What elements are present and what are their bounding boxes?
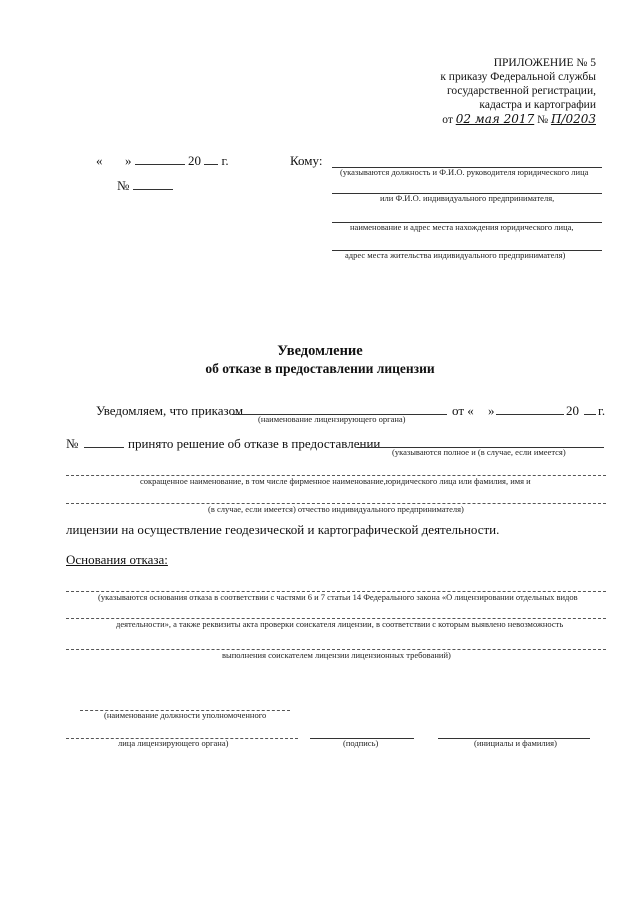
annex-date-handwritten: 02 мая 2017 [455,112,535,126]
annex-line-3: государственной регистрации, [446,85,596,97]
grounds-caption-3: выполнения соискателем лицензии лицензионных требований) [222,650,451,660]
to-caption-4: адрес места жительства индивидуального предпринимателя) [345,250,566,260]
position-caption-2: лица лицензирующего органа) [118,738,229,748]
order-month-field[interactable] [496,414,564,415]
date-close-quote: » [125,153,132,168]
to-caption-1: (указываются должность и Ф.И.О. руководителя юридического лица [340,167,589,177]
to-label: Кому: [290,153,323,168]
caption-short-name: сокращенное наименование, в том числе фирменное наименование,юридического лица или фамилия, имя и [140,476,531,486]
date-year-suffix: г. [221,153,229,168]
date-open-quote: « [96,153,103,168]
to-caption-3: наименование и адрес места нахождения юридического лица, [350,222,574,232]
date-year-prefix: 20 [188,153,201,168]
header-number [117,178,173,194]
from-label: от « [452,403,474,418]
to-caption-2: или Ф.И.О. индивидуального предпринимателя, [380,193,555,203]
license-text: лицензии на осуществление геодезической и картографической деятельности. [66,522,500,537]
annex-date-prefix: от [442,114,453,126]
page-subtitle: об отказе в предоставлении лицензии [205,361,435,376]
caption-full-name: (указываются полное и (в случае, если имеется) [392,447,566,457]
annex-line-4: кадастра и картографии [479,99,596,111]
organ-caption: (наименование лицензирующего органа) [258,414,406,424]
header-number-label: № [117,178,130,193]
grounds-label: Основания отказа: [66,552,168,567]
header-date [96,153,229,169]
annex-block [440,56,596,127]
order-year-prefix: 20 [566,403,579,418]
initials-caption: (инициалы и фамилия) [474,738,557,748]
grounds-caption-1: (указываются основания отказа в соответствии с частями 6 и 7 статьи 14 Федерального закона «О лицензировании отдельных видов [98,592,578,602]
decision-text: принято решение об отказе в предоставлении [128,436,381,451]
date-year-field[interactable] [204,164,218,165]
order-number-label: № [66,436,79,451]
annex-line-1: ПРИЛОЖЕНИЕ № 5 [493,57,596,69]
order-number-field[interactable] [84,447,124,448]
grounds-caption-2: деятельности», а также реквизиты акта проверки соискателя лицензии, в соответствии с которым выявлено невозможность [116,619,564,629]
annex-date-line [440,112,596,127]
page-title: Уведомление [277,343,363,359]
date-month-field[interactable] [135,164,185,165]
annex-number-handwritten: П/0203 [550,112,596,126]
signature-caption: (подпись) [343,738,379,748]
header-number-field[interactable] [133,189,173,190]
notify-text: Уведомляем, что приказом [96,403,244,418]
order-year-field[interactable] [584,414,596,415]
annex-number-prefix: № [537,114,549,126]
position-caption-1: (наименование должности уполномоченного [104,710,267,720]
caption-patronymic: (в случае, если имеется) отчество индивидуального предпринимателя) [208,504,464,514]
annex-line-2: к приказу Федеральной службы [440,71,596,83]
from-close-quote: » [488,403,495,418]
order-year-suffix: г. [598,403,606,418]
